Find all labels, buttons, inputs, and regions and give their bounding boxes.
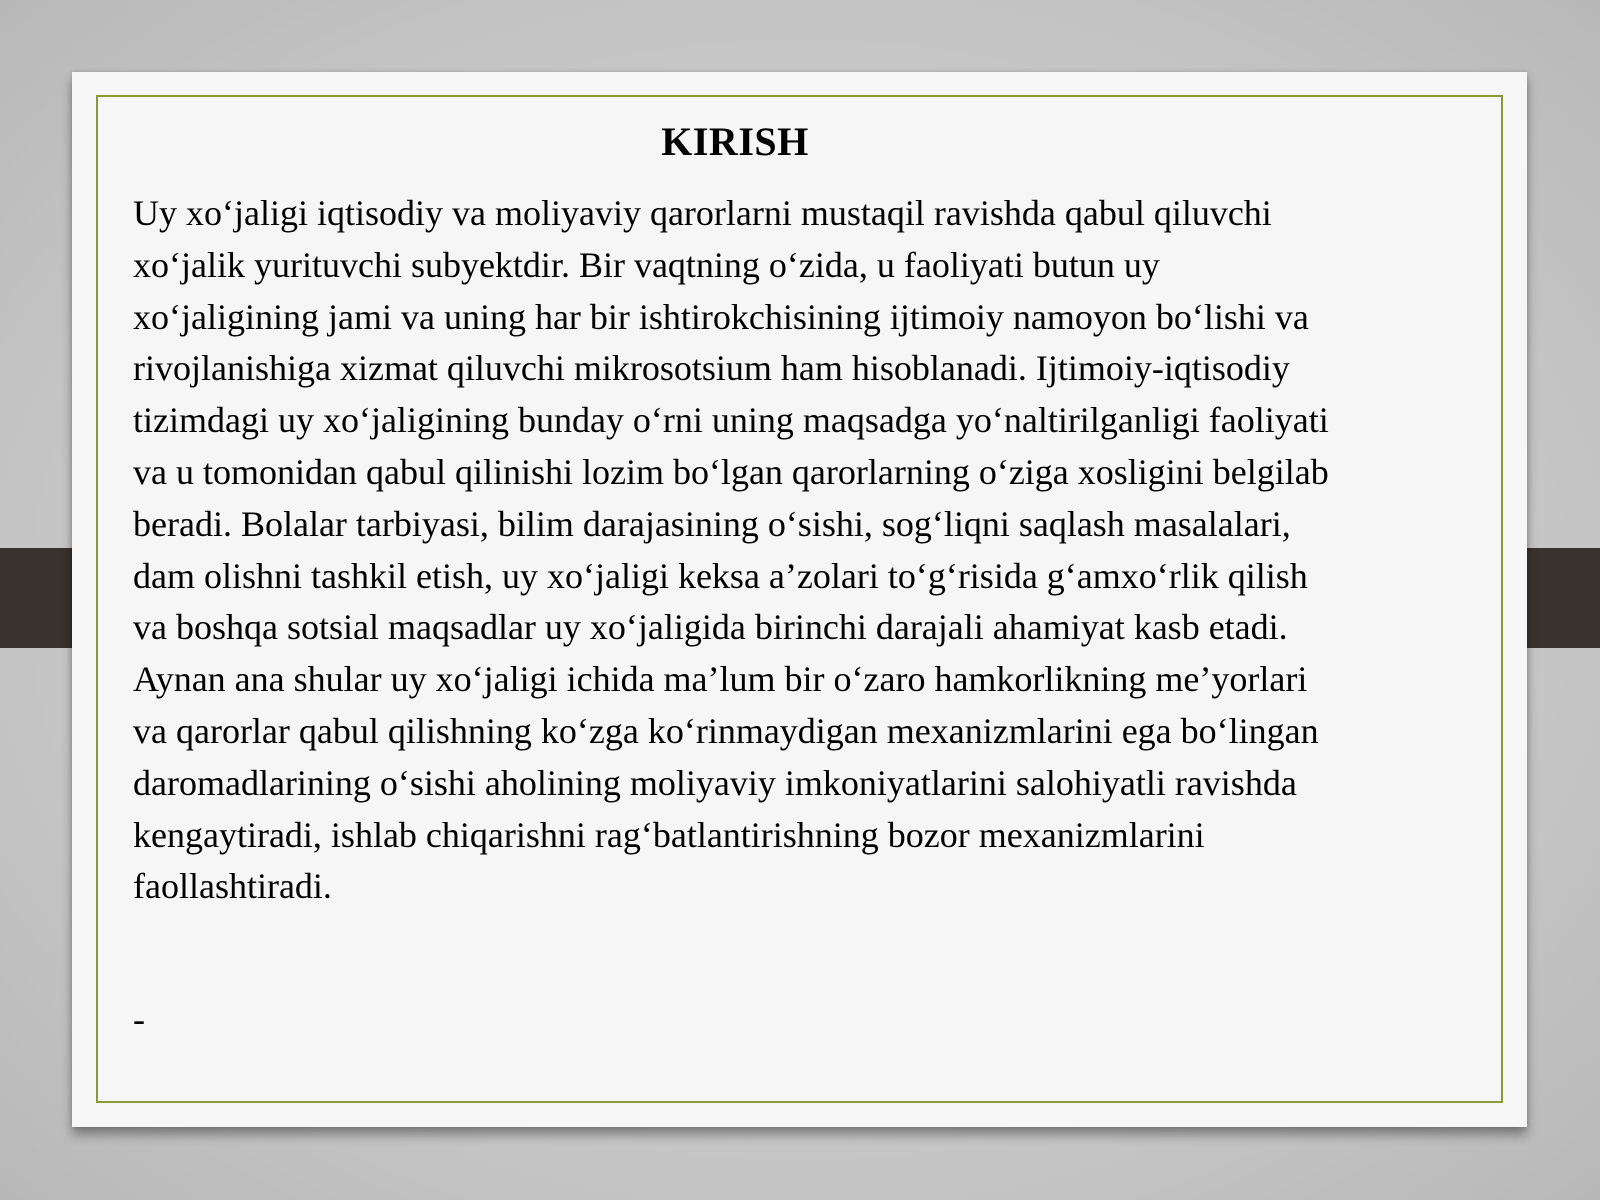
slide-body-text <box>133 188 1483 913</box>
body-line: va u tomonidan qabul qilinishi lozim bo‘lgan qarorlarning o‘ziga xosligini belgilab <box>133 451 1329 492</box>
body-line: faollashtiradi. <box>133 866 332 907</box>
body-line: xo‘jaligining jami va uning har bir ishtirokchisining ijtimoiy namoyon bo‘lishi va <box>133 296 1309 337</box>
body-line: Uy xo‘jaligi iqtisodiy va moliyaviy qarorlarni mustaqil ravishda qabul qiluvchi <box>133 193 1272 233</box>
body-line: xo‘jalik yurituvchi subyektdir. Bir vaqtning o‘zida, u faoliyati butun uy <box>133 244 1160 285</box>
body-line: beradi. Bolalar tarbiyasi, bilim darajasining o‘sishi, sog‘liqni saqlash masalalari, <box>133 503 1291 544</box>
body-line: va boshqa sotsial maqsadlar uy xo‘jaligida birinchi darajali ahamiyat kasb etadi. <box>133 607 1288 648</box>
body-line: Aynan ana shular uy xo‘jaligi ichida ma’lum bir o‘zaro hamkorlikning me’yorlari <box>133 659 1308 700</box>
body-line: rivojlanishiga xizmat qiluvchi mikrosotsium ham hisoblanadi. Ijtimoiy-iqtisodiy <box>133 348 1290 389</box>
body-line: va qarorlar qabul qilishning ko‘zga ko‘rinmaydigan mexanizmlarini ega bo‘lingan <box>133 710 1319 751</box>
body-line: kengaytiradi, ishlab chiqarishni rag‘batlantirishning bozor mexanizmlarini <box>133 814 1205 855</box>
trailing-dash: - <box>133 999 145 1039</box>
body-line: tizimdagi uy xo‘jaligining bunday o‘rni uning maqsadga yo‘naltirilganligi faoliyati <box>133 400 1329 441</box>
body-line: daromadlarining o‘sishi aholining moliyaviy imkoniyatlarini salohiyatli ravishda <box>133 762 1297 803</box>
slide-title: KIRISH <box>661 119 809 164</box>
body-line: dam olishni tashkil etish, uy xo‘jaligi keksa a’zolari to‘g‘risida g‘amxo‘rlik qilish <box>133 555 1308 596</box>
